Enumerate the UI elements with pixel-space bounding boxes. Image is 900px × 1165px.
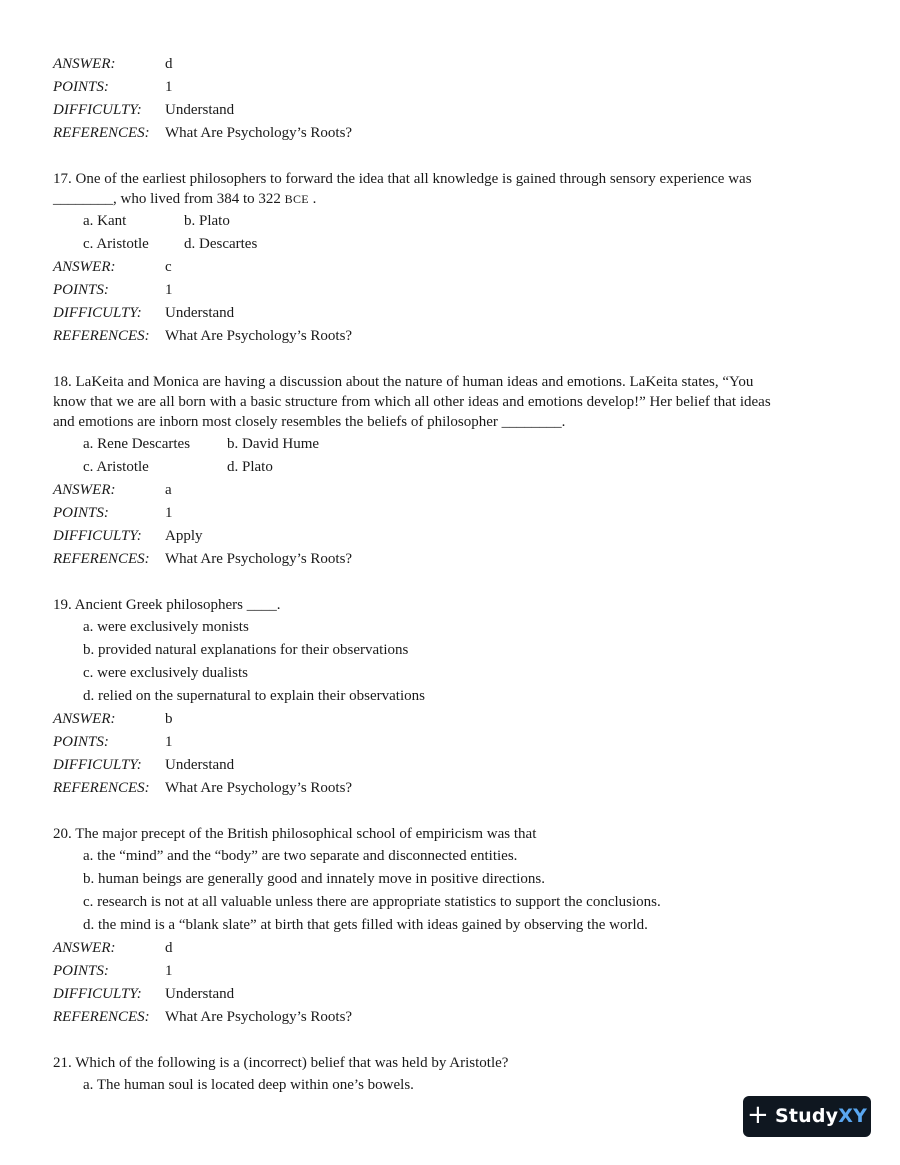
difficulty-row: [53, 99, 833, 122]
answer-value: c: [165, 259, 172, 275]
difficulty-value: Understand: [165, 986, 235, 1002]
references-value: What Are Psychology’s Roots?: [165, 328, 353, 344]
option-c: c. Aristotle: [83, 459, 149, 475]
question-stem: [53, 1053, 833, 1073]
answer-value: d: [165, 56, 173, 72]
option-b: b. human beings are generally good and innately move in positive directions.: [83, 871, 545, 887]
prev-question-meta: [53, 53, 833, 145]
stem-line: 19. Ancient Greek philosophers ____.: [53, 597, 281, 613]
difficulty-label: DIFFICULTY:: [53, 102, 142, 118]
points-row: [53, 731, 833, 754]
options-grid: [83, 433, 833, 479]
question-18: [53, 372, 833, 571]
question-21: [53, 1053, 833, 1097]
answer-row: [53, 53, 833, 76]
points-value: 1: [165, 505, 173, 521]
difficulty-value: Apply: [165, 528, 203, 544]
points-label: POINTS:: [53, 963, 109, 979]
references-row: [53, 548, 833, 571]
option-b: b. Plato: [184, 213, 230, 229]
points-row: [53, 76, 833, 99]
question-stem: [53, 372, 833, 432]
option-a: a. The human soul is located deep within one’s bowels.: [83, 1077, 414, 1093]
difficulty-label: DIFFICULTY:: [53, 757, 142, 773]
points-value: 1: [165, 282, 173, 298]
studyxy-badge[interactable]: [743, 1096, 871, 1137]
option-a: a. Rene Descartes: [83, 436, 191, 452]
references-label: REFERENCES:: [53, 125, 150, 141]
answer-label: ANSWER:: [53, 711, 116, 727]
references-label: REFERENCES:: [53, 780, 150, 796]
answer-value: d: [165, 940, 173, 956]
stem-line: 18. LaKeita and Monica are having a discussion about the nature of human ideas and emotions. LaKeita states, “You: [53, 374, 754, 390]
difficulty-label: DIFFICULTY:: [53, 986, 142, 1002]
document-page: [53, 53, 833, 1097]
references-value: What Are Psychology’s Roots?: [165, 780, 353, 796]
references-row: [53, 325, 833, 348]
option-a: a. the “mind” and the “body” are two separate and disconnected entities.: [83, 848, 518, 864]
references-row: [53, 1006, 833, 1029]
references-label: REFERENCES:: [53, 328, 150, 344]
stem-line: 20. The major precept of the British philosophical school of empiricism was that: [53, 826, 537, 842]
question-17: [53, 169, 833, 348]
stem-line: 21. Which of the following is a (incorrect) belief that was held by Aristotle?: [53, 1055, 509, 1071]
points-label: POINTS:: [53, 734, 109, 750]
option-d: d. Plato: [227, 459, 273, 475]
stem-line: [53, 189, 833, 209]
answer-value: b: [165, 711, 173, 727]
options-row: [83, 433, 833, 456]
option-b: b. provided natural explanations for their observations: [83, 642, 409, 658]
option-a: a. were exclusively monists: [83, 619, 249, 635]
question-stem: [53, 595, 833, 615]
stem-text: ________, who lived from 384 to 322: [53, 191, 285, 207]
difficulty-row: [53, 302, 833, 325]
options-row: [83, 210, 833, 233]
difficulty-row: [53, 754, 833, 777]
option-b: b. David Hume: [227, 436, 320, 452]
option-c: c. Aristotle: [83, 236, 149, 252]
options-list: [83, 616, 833, 708]
references-value: What Are Psychology’s Roots?: [165, 551, 353, 567]
answer-label: ANSWER:: [53, 56, 116, 72]
stem-line: 17. One of the earliest philosophers to forward the idea that all knowledge is gained through sensory experience was: [53, 171, 752, 187]
option-c: c. were exclusively dualists: [83, 665, 248, 681]
answer-value: a: [165, 482, 172, 498]
stem-text: .: [308, 191, 317, 207]
answer-label: ANSWER:: [53, 259, 116, 275]
answer-row: [53, 256, 833, 279]
references-value: What Are Psychology’s Roots?: [165, 125, 353, 141]
points-label: POINTS:: [53, 505, 109, 521]
difficulty-value: Understand: [165, 305, 235, 321]
difficulty-row: [53, 525, 833, 548]
option-c: c. research is not at all valuable unless there are appropriate statistics to support the conclusions.: [83, 894, 661, 910]
difficulty-label: DIFFICULTY:: [53, 305, 142, 321]
question-19: [53, 595, 833, 800]
answer-label: ANSWER:: [53, 940, 116, 956]
question-stem: [53, 169, 833, 209]
difficulty-value: Understand: [165, 102, 235, 118]
stem-line: know that we are all born with a basic structure from which all other ideas and emotions develop!” Her belief that ideas: [53, 394, 771, 410]
option-d: d. relied on the supernatural to explain their observations: [83, 688, 425, 704]
plus-icon: +: [746, 1100, 769, 1130]
options-list: [83, 1074, 833, 1097]
points-row: [53, 502, 833, 525]
references-row: [53, 122, 833, 145]
option-a: a. Kant: [83, 213, 127, 229]
answer-row: [53, 479, 833, 502]
points-row: [53, 960, 833, 983]
answer-label: ANSWER:: [53, 482, 116, 498]
references-value: What Are Psychology’s Roots?: [165, 1009, 353, 1025]
options-list: [83, 845, 833, 937]
references-label: REFERENCES:: [53, 1009, 150, 1025]
answer-row: [53, 708, 833, 731]
points-row: [53, 279, 833, 302]
points-label: POINTS:: [53, 282, 109, 298]
options-row: [83, 456, 833, 479]
option-d: d. the mind is a “blank slate” at birth that gets filled with ideas gained by observing the world.: [83, 917, 648, 933]
badge-text-xy: XY: [838, 1105, 868, 1127]
options-row: [83, 233, 833, 256]
difficulty-value: Understand: [165, 757, 235, 773]
stem-era: BCE: [284, 192, 309, 206]
answer-row: [53, 937, 833, 960]
references-row: [53, 777, 833, 800]
points-value: 1: [165, 79, 173, 95]
badge-text-study: Study: [774, 1105, 839, 1127]
references-label: REFERENCES:: [53, 551, 150, 567]
options-grid: [83, 210, 833, 256]
points-value: 1: [165, 734, 173, 750]
question-stem: [53, 824, 833, 844]
question-20: [53, 824, 833, 1029]
difficulty-row: [53, 983, 833, 1006]
difficulty-label: DIFFICULTY:: [53, 528, 142, 544]
option-d: d. Descartes: [184, 236, 258, 252]
points-label: POINTS:: [53, 79, 109, 95]
stem-line: and emotions are inborn most closely resembles the beliefs of philosopher ________.: [53, 414, 566, 430]
points-value: 1: [165, 963, 173, 979]
